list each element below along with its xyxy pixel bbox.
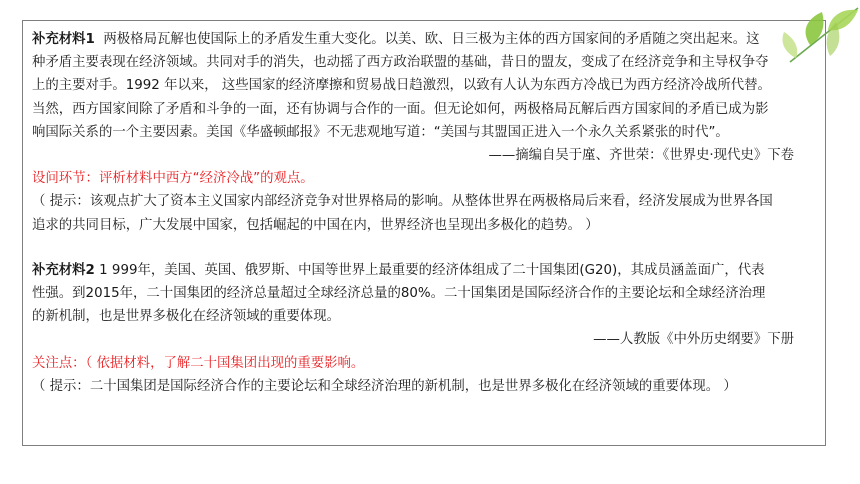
material2-hint: （ 提示：二十国集团是国际经济合作的主要论坛和全球经济治理的新机制，也是世界多极化在经济领域的重要体现。 ） [32,378,737,394]
material2-question: 关注点：（ 依据材料，了解二十国集团出现的重要影响。 [32,355,365,371]
material2-line-3: 的新机制，也是世界多极化在经济领域的重要体现。 [32,309,340,325]
material1-source: ——摘编自吴于廑、齐世荣：《世界史·现代史》下卷 [488,148,794,164]
material1-line-3: 上的主要对手。1992 年以来， 这些国家的经济摩擦和贸易战日趋激烈，以致有人认为东西方冷战已为西方经济冷战所代替。 [32,78,771,94]
material2-label: 补充材料2 [32,262,95,278]
material1-question: 设问环节：评析材料中西方“经济冷战”的观点。 [32,171,314,187]
material1-line-1: 补充材料1 两极格局瓦解也使国际上的矛盾发生重大变化。以美、欧、日三极为主体的西方国家间的矛盾随之突出起来。这 [32,32,760,47]
document-body [32,28,822,398]
material1-label: 补充材料1 [32,32,95,47]
material1-line-4: 当然，西方国家间除了矛盾和斗争的一面，还有协调与合作的一面。但无论如何，两极格局瓦解后西方国家间的矛盾已成为影 [32,101,769,117]
material2-line-1: 补充材料2 1 999年，美国、英国、俄罗斯、中国等世界上最重要的经济体组成了二十国集团(G20)，其成员涵盖面广，代表 [32,262,765,278]
material2-line-2: 性强。到2015年，二十国集团的经济总量超过全球经济总量的80%。二十国集团是国际经济合作的主要论坛和全球经济治理 [32,286,766,302]
material1-line-5: 响国际关系的一个主要因素。美国《华盛顿邮报》不无悲观地写道：“美国与其盟国正进入一个永久关系紧张的时代”。 [32,124,729,140]
material2-source: ——人教版《中外历史纲要》下册 [593,332,794,348]
material1-hint-line-1: （ 提示：该观点扩大了资本主义国家内部经济竞争对世界格局的影响。从整体世界在两极格局后来看，经济发展成为世界各国 [32,194,773,210]
material1-hint-line-2: 追求的共同目标，广大发展中国家，包括崛起的中国在内，世界经济也呈现出多极化的趋势。 ） [32,217,599,233]
material1-line-2: 种矛盾主要表现在经济领域。共同对手的消失，也动摇了西方政治联盟的基础，昔日的盟友，变成了在经济竞争和主导权争夺 [32,55,769,71]
